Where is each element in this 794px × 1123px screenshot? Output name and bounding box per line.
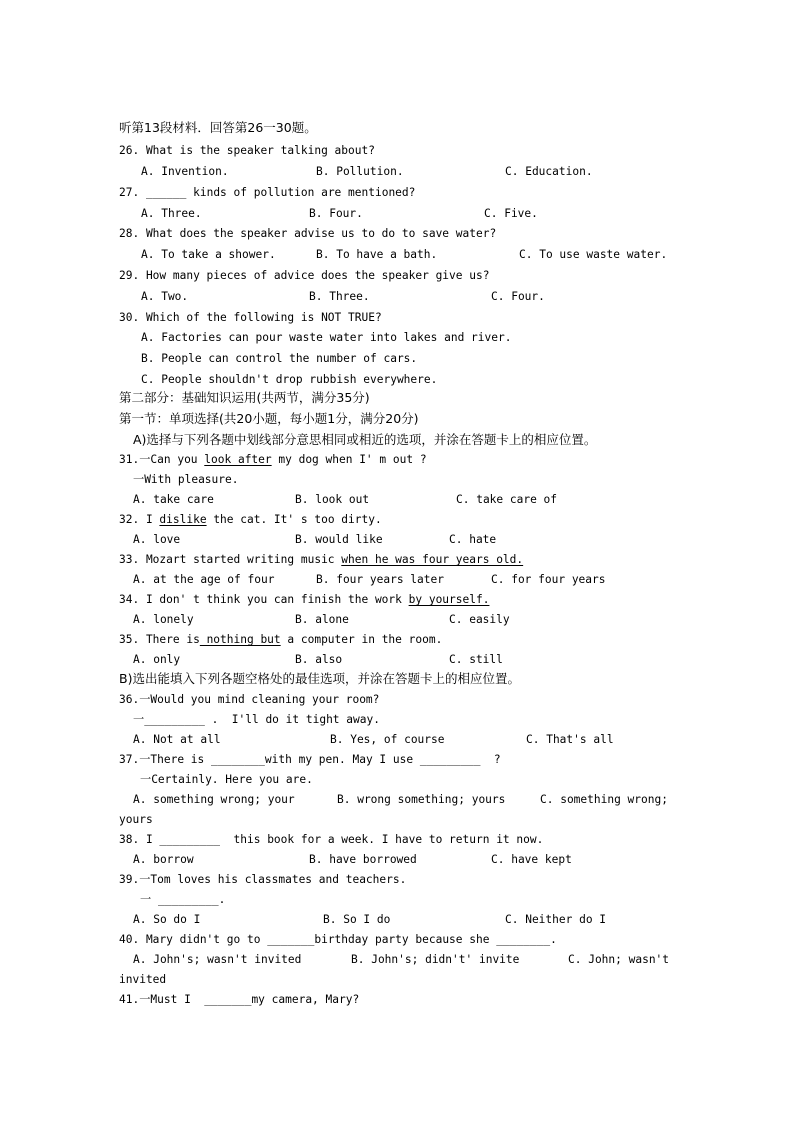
- option-35-c: C. still: [449, 653, 503, 666]
- underlined-phrase: when he was four years old.: [341, 553, 524, 566]
- option-39-b: B. So I do: [323, 913, 391, 926]
- question-27: 27. ______ kinds of pollution are mentioned?: [119, 186, 416, 199]
- option-27-c: C. Five.: [484, 207, 538, 220]
- question-41: 41.一Must I _______my camera, Mary?: [119, 993, 360, 1006]
- option-29-c: C. Four.: [491, 290, 545, 303]
- question-32: 32. I dislike the cat. It' s too dirty.: [119, 513, 382, 526]
- question-35: 35. There is nothing but a computer in the room.: [119, 633, 443, 646]
- section-one-heading: 第一节：单项选择(共20小题，每小题1分，满分20分): [119, 411, 419, 426]
- question-40: 40. Mary didn't go to _______birthday party because she ________.: [119, 933, 557, 946]
- option-28-a: A. To take a shower.: [141, 248, 276, 261]
- option-26-b: B. Pollution.: [316, 165, 404, 178]
- question-36: 36.一Would you mind cleaning your room?: [119, 693, 380, 706]
- question-33: 33. Mozart started writing music when he was four years old.: [119, 553, 524, 566]
- question-39: 39.一Tom loves his classmates and teachers.: [119, 873, 407, 886]
- instruction-a: A)选择与下列各题中划线部分意思相同或相近的选项，并涂在答题卡上的相应位置。: [133, 432, 597, 447]
- option-27-a: A. Three.: [141, 207, 202, 220]
- option-35-a: A. only: [133, 653, 181, 666]
- option-31-a: A. take care: [133, 493, 214, 506]
- response-31: 一With pleasure.: [133, 473, 239, 486]
- option-37-a: A. something wrong; your: [133, 793, 295, 806]
- underlined-phrase: dislike: [159, 513, 207, 526]
- answer-blank: _______: [267, 933, 315, 946]
- option-34-c: C. easily: [449, 613, 510, 626]
- part-two-heading: 第二部分：基础知识运用(共两节，满分35分): [119, 390, 370, 405]
- option-30-b: B. People can control the number of cars.: [141, 352, 418, 365]
- question-29: 29. How many pieces of advice does the speaker give us?: [119, 269, 490, 282]
- option-40-c: C. John; wasn't: [568, 953, 670, 966]
- option-28-c: C. To use waste water.: [519, 248, 668, 261]
- option-33-a: A. at the age of four: [133, 573, 275, 586]
- option-40-c-continued: invited: [119, 973, 167, 986]
- option-29-a: A. Two.: [141, 290, 189, 303]
- option-33-c: C. for four years: [491, 573, 606, 586]
- answer-blank: ________: [211, 753, 265, 766]
- section-heading-listening: 听第13段材料．回答第26一30题。: [119, 120, 317, 135]
- underlined-phrase: by yourself.: [408, 593, 490, 606]
- option-37-c: C. something wrong;: [540, 793, 668, 806]
- option-26-c: C. Education.: [505, 165, 593, 178]
- option-27-b: B. Four.: [309, 207, 363, 220]
- option-32-b: B. would like: [295, 533, 383, 546]
- option-34-b: B. alone: [295, 613, 349, 626]
- answer-blank: _________: [159, 833, 221, 846]
- option-39-c: C. Neither do I: [505, 913, 607, 926]
- response-36: 一_________ . I'll do it tight away.: [133, 713, 380, 726]
- option-38-b: B. have borrowed: [309, 853, 417, 866]
- question-38: 38. I _________ this book for a week. I have to return it now.: [119, 833, 544, 846]
- option-39-a: A. So do I: [133, 913, 201, 926]
- option-40-a: A. John's; wasn't invited: [133, 953, 302, 966]
- question-31: 31.一Can you look after my dog when I' m out ?: [119, 453, 427, 466]
- response-39: 一 _________.: [140, 893, 226, 906]
- instruction-b: B)选出能填入下列各题空格处的最佳选项，并涂在答题卡上的相应位置。: [119, 671, 520, 686]
- answer-blank: ________: [496, 933, 551, 946]
- option-32-c: C. hate: [449, 533, 497, 546]
- option-40-b: B. John's; didn't' invite: [351, 953, 520, 966]
- option-36-c: C. That's all: [526, 733, 614, 746]
- option-30-c: C. People shouldn't drop rubbish everywhere.: [141, 373, 438, 386]
- option-38-a: A. borrow: [133, 853, 194, 866]
- option-36-b: B. Yes, of course: [330, 733, 445, 746]
- option-37-c-continued: yours: [119, 813, 153, 826]
- response-37: 一Certainly. Here you are.: [140, 773, 313, 786]
- option-34-a: A. lonely: [133, 613, 194, 626]
- option-36-a: A. Not at all: [133, 733, 221, 746]
- answer-blank: _________: [144, 713, 205, 726]
- option-29-b: B. Three.: [309, 290, 370, 303]
- option-30-a: A. Factories can pour waste water into lakes and river.: [141, 331, 512, 344]
- option-35-b: B. also: [295, 653, 343, 666]
- question-26: 26. What is the speaker talking about?: [119, 144, 375, 157]
- question-30: 30. Which of the following is NOT TRUE?: [119, 311, 382, 324]
- option-37-b: B. wrong something; yours: [337, 793, 506, 806]
- option-28-b: B. To have a bath.: [316, 248, 438, 261]
- option-31-c: C. take care of: [456, 493, 558, 506]
- option-32-a: A. love: [133, 533, 181, 546]
- answer-blank: _________: [419, 753, 481, 766]
- question-37: 37.一There is ________with my pen. May I use _________ ?: [119, 753, 501, 766]
- answer-blank: _______: [204, 993, 252, 1006]
- question-34: 34. I don' t think you can finish the work by yourself.: [119, 593, 490, 606]
- option-31-b: B. look out: [295, 493, 370, 506]
- answer-blank: _________: [157, 893, 219, 906]
- option-26-a: A. Invention.: [141, 165, 229, 178]
- option-33-b: B. four years later: [316, 573, 444, 586]
- option-38-c: C. have kept: [491, 853, 572, 866]
- underlined-phrase: look after: [204, 453, 272, 466]
- question-28: 28. What does the speaker advise us to do to save water?: [119, 227, 497, 240]
- underlined-phrase: nothing but: [199, 633, 281, 646]
